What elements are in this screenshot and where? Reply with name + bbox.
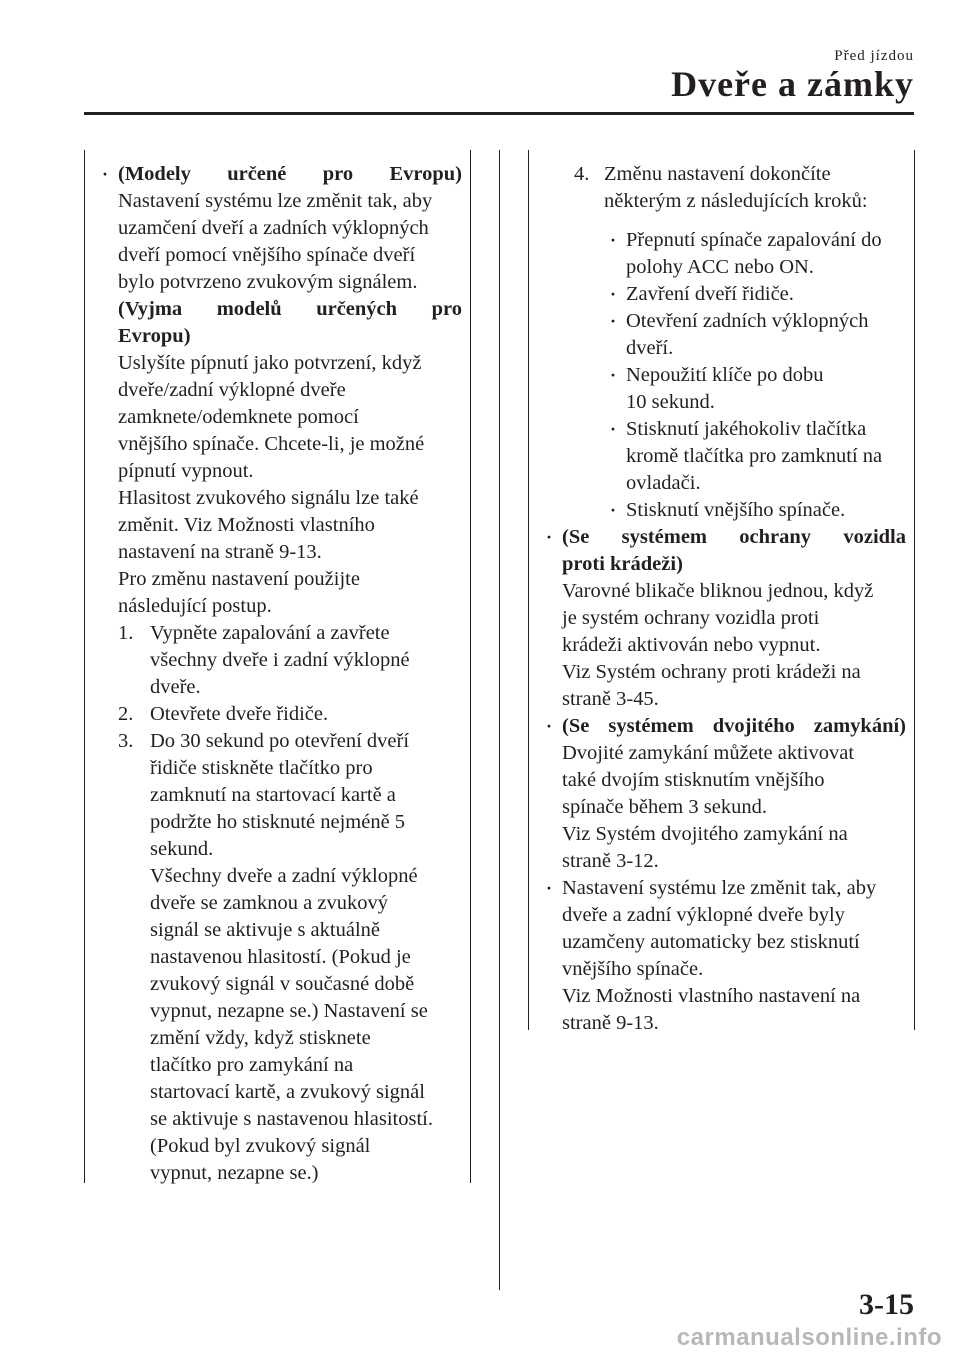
paragraph-line: vnějšího spínače. [562,958,704,980]
step-line: Do 30 sekund po otevření dveří [150,730,410,752]
paragraph-line: dveří pomocí vnějšího spínače dveří [118,244,416,266]
section-name: Před jízdou [834,48,914,64]
sub-bullet-line: dveří. [626,337,674,359]
paragraph-line: také dvojím stisknutím vnějšího [562,769,825,791]
sub-bullet-line: Stisknutí jakéhokoliv tlačítka [626,418,867,440]
step-number: 3. [118,730,134,752]
paragraph-line: pípnutí vypnout. [118,460,254,482]
paragraph-line: Uslyšíte pípnutí jako potvrzení, když [118,352,422,374]
step-line: se aktivuje s nastavenou hlasitostí. [150,1108,433,1130]
step-line: všechny dveře i zadní výklopné [150,649,410,671]
bullet-mark: · [610,311,617,331]
bullet-heading: (Modely určené pro Evropu) [118,163,462,185]
bullet-mark: · [546,878,553,898]
step-number: 1. [118,622,134,644]
paragraph-line: nastavení na straně 9-13. [118,541,322,563]
paragraph-line: změnit. Viz Možnosti vlastního [118,514,375,536]
paragraph-line: Dvojité zamykání můžete aktivovat [562,742,855,764]
page-number: 3-15 [859,1288,914,1321]
bullet-mark: · [610,230,617,250]
sub-bullet-line: polohy ACC nebo ON. [626,256,814,278]
left-column-left-rule [84,150,85,1183]
paragraph-line: bylo potvrzeno zvukovým signálem. [118,271,418,293]
sub-bullet-ignition [542,227,906,281]
step-line: Otevřete dveře řidiče. [150,703,329,725]
paragraph-line: zamknete/odemknete pomocí [118,406,359,428]
step-line: Všechny dveře a zadní výklopné [150,865,418,887]
sub-bullet-line: Otevření zadních výklopných [626,310,869,332]
step-line: signál se aktivuje s aktuálně [150,919,380,941]
sub-bullet-line: Zavření dveří řidiče. [626,283,794,305]
step-line: změní vždy, když stisknete [150,1027,371,1049]
bullet-europe-models [98,161,462,620]
sub-bullet-line: Přepnutí spínače zapalování do [626,229,882,251]
step-line: zvukový signál v současné době [150,973,415,995]
paragraph-line: Varovné blikače bliknou jednou, když [562,580,874,602]
step-line: Vypněte zapalování a zavřete [150,622,390,644]
paragraph-line: straně 9-13. [562,1012,659,1034]
paragraph-line: Viz Systém ochrany proti krádeži na [562,661,861,683]
paragraph-line: uzamčeny automaticky bez stisknutí [562,931,860,953]
paragraph-line: Hlasitost zvukového signálu lze také [118,487,419,509]
sub-bullet-line: Stisknutí vnějšího spínače. [626,499,846,521]
step-line: startovací kartě, a zvukový signál [150,1081,425,1103]
step-line: zamknutí na startovací kartě a [150,784,396,806]
right-column-right-rule [914,150,915,1030]
step-line: řidiče stiskněte tlačítko pro [150,757,373,779]
sub-bullet-line: 10 sekund. [626,391,715,413]
step-line: vypnut, nezapne se.) [150,1162,319,1184]
header-rule [84,112,914,115]
paragraph-line: spínače během 3 sekund. [562,796,767,818]
sub-bullet-outer-switch [542,497,906,524]
step-2 [98,701,462,728]
subheading: Evropu) [118,325,191,347]
page-title: Dveře a zámky [671,64,914,104]
paragraph-line: Viz Systém dvojitého zamykání na [562,823,848,845]
paragraph-line: následující postup. [118,595,272,617]
bullet-mark: · [546,527,553,547]
watermark: carmanualsonline.info [676,1324,942,1351]
left-column [98,161,462,1187]
paragraph-line: Pro změnu nastavení použijte [118,568,360,590]
step-number: 2. [118,703,134,725]
bullet-mark: · [610,284,617,304]
paragraph-line: uzamčení dveří a zadních výklopných [118,217,429,239]
paragraph-line: Viz Možnosti vlastního nastavení na [562,985,861,1007]
right-column-left-rule [528,150,529,1030]
step-line: (Pokud byl zvukový signál [150,1135,371,1157]
paragraph-line: krádeži aktivován nebo vypnut. [562,634,821,656]
step-line: vypnut, nezapne se.) Nastavení se [150,1000,428,1022]
step-line: Změnu nastavení dokončíte [604,163,831,185]
step-line: sekund. [150,838,214,860]
paragraph-line: je systém ochrany vozidla proti [562,607,820,629]
step-4 [542,161,906,215]
bullet-heading: (Se systémem dvojitého zamykání) [562,715,906,737]
step-1 [98,620,462,701]
paragraph-line: dveře/zadní výklopné dveře [118,379,346,401]
bullet-mark: · [610,500,617,520]
bullet-heading: proti krádeži) [562,553,683,575]
step-3 [98,728,462,1187]
step-line: dveře se zamknou a zvukový [150,892,388,914]
sub-bullet-close-door [542,281,906,308]
paragraph-line: Nastavení systému lze změnit tak, aby [118,190,433,212]
paragraph-line: dveře a zadní výklopné dveře byly [562,904,845,926]
bullet-heading: (Se systémem ochrany vozidla [562,526,906,548]
step-line: dveře. [150,676,201,698]
paragraph-line: vnějšího spínače. Chcete-li, je možné [118,433,425,455]
bullet-mark: · [610,419,617,439]
bullet-auto-lock [542,875,906,1037]
step-line: podržte ho stisknuté nejméně 5 [150,811,406,833]
bullet-mark: · [102,164,109,184]
sub-bullet-line: kromě tlačítka pro zamknutí na [626,445,883,467]
right-column [542,161,906,1037]
subheading: (Vyjma modelů určených pro [118,298,462,320]
left-column-right-rule [470,150,471,1183]
bullet-double-locking [542,713,906,875]
bullet-mark: · [546,716,553,736]
sub-bullet-no-key [542,362,906,416]
gutter-rule [499,150,500,1290]
sub-bullet-line: ovladači. [626,472,701,494]
step-number: 4. [574,163,590,185]
sub-bullet-other-button [542,416,906,497]
step-line: nastavenou hlasitostí. (Pokud je [150,946,411,968]
step-line: tlačítko pro zamykání na [150,1054,354,1076]
sub-bullet-open-liftgate [542,308,906,362]
bullet-theft-deterrent [542,524,906,713]
paragraph-line: straně 3-45. [562,688,659,710]
paragraph-line: Nastavení systému lze změnit tak, aby [562,877,877,899]
step-line: některým z následujících kroků: [604,190,868,212]
paragraph-line: straně 3-12. [562,850,659,872]
bullet-mark: · [610,365,617,385]
sub-bullet-line: Nepoužití klíče po dobu [626,364,824,386]
